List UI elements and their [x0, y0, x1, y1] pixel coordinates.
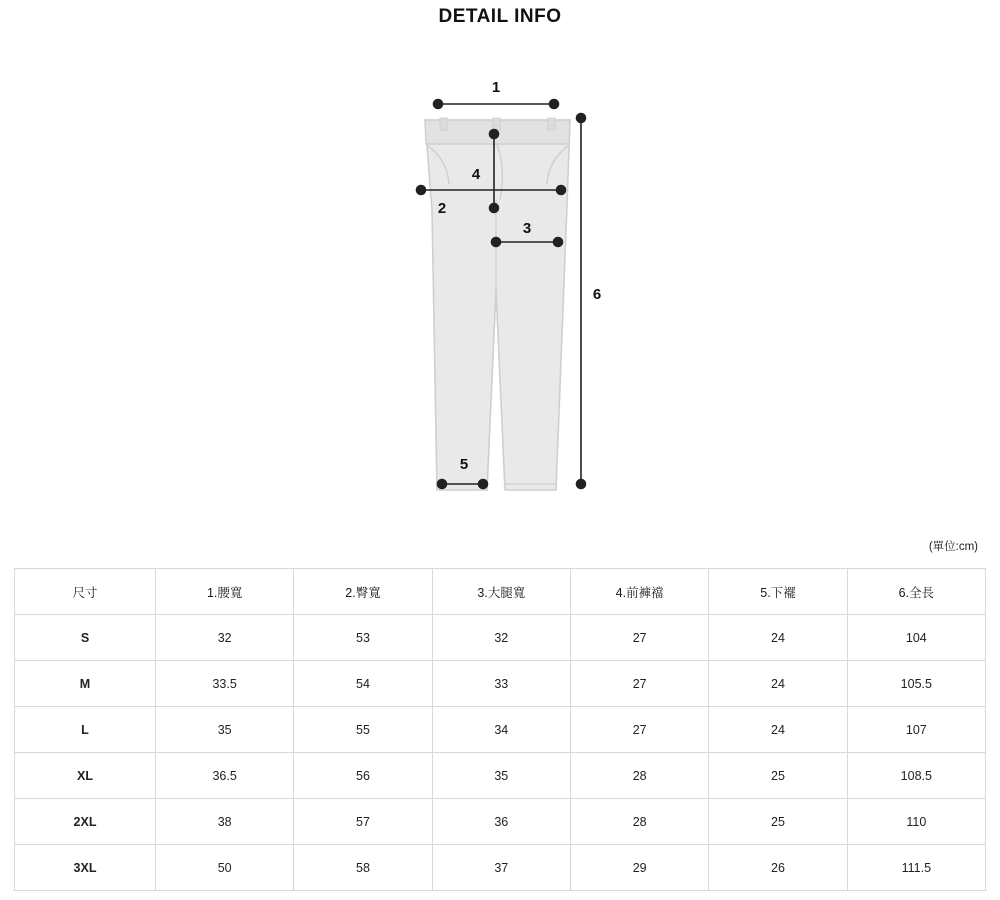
- cell-total-length: 110: [847, 799, 985, 845]
- cell-hip: 58: [294, 845, 432, 891]
- cell-front-rise: 28: [570, 753, 708, 799]
- cell-hem: 24: [709, 661, 847, 707]
- header-hem: 5.下襬: [709, 569, 847, 615]
- header-thigh: 3.大腿寬: [432, 569, 570, 615]
- table-row: [15, 707, 986, 753]
- pants-measurement-diagram: [0, 60, 1000, 520]
- marker-2: 2: [437, 200, 447, 217]
- marker-3: 3: [522, 220, 532, 237]
- cell-hip: 57: [294, 799, 432, 845]
- table-row: [15, 845, 986, 891]
- cell-waist: 38: [156, 799, 294, 845]
- cell-thigh: 37: [432, 845, 570, 891]
- cell-hem: 25: [709, 753, 847, 799]
- cell-front-rise: 29: [570, 845, 708, 891]
- cell-front-rise: 28: [570, 799, 708, 845]
- cell-thigh: 32: [432, 615, 570, 661]
- header-waist: 1.腰寬: [156, 569, 294, 615]
- cell-total-length: 105.5: [847, 661, 985, 707]
- table-row: [15, 661, 986, 707]
- row-size-label: 2XL: [15, 799, 156, 845]
- header-total-length: 6.全長: [847, 569, 985, 615]
- row-size-label: L: [15, 707, 156, 753]
- cell-waist: 33.5: [156, 661, 294, 707]
- cell-waist: 35: [156, 707, 294, 753]
- cell-thigh: 35: [432, 753, 570, 799]
- cell-thigh: 34: [432, 707, 570, 753]
- cell-waist: 50: [156, 845, 294, 891]
- pants-illustration: [425, 118, 570, 490]
- table-header-row: [15, 569, 986, 615]
- header-hip: 2.臀寬: [294, 569, 432, 615]
- table-row: [15, 753, 986, 799]
- row-size-label: S: [15, 615, 156, 661]
- header-front-rise: 4.前褲襠: [570, 569, 708, 615]
- marker-6: 6: [592, 286, 602, 303]
- size-chart-table: [14, 568, 986, 891]
- unit-note: (單位:cm): [928, 541, 978, 553]
- cell-front-rise: 27: [570, 707, 708, 753]
- row-size-label: M: [15, 661, 156, 707]
- cell-total-length: 108.5: [847, 753, 985, 799]
- cell-waist: 36.5: [156, 753, 294, 799]
- cell-waist: 32: [156, 615, 294, 661]
- page-title: DETAIL INFO: [438, 6, 562, 27]
- cell-hip: 56: [294, 753, 432, 799]
- cell-thigh: 33: [432, 661, 570, 707]
- marker-5: 5: [459, 456, 469, 473]
- cell-hem: 26: [709, 845, 847, 891]
- cell-total-length: 111.5: [847, 845, 985, 891]
- row-size-label: XL: [15, 753, 156, 799]
- header-size: 尺寸: [15, 569, 156, 615]
- marker-4: 4: [471, 166, 481, 183]
- cell-front-rise: 27: [570, 661, 708, 707]
- row-size-label: 3XL: [15, 845, 156, 891]
- table-row: [15, 615, 986, 661]
- cell-hem: 24: [709, 707, 847, 753]
- cell-hem: 25: [709, 799, 847, 845]
- cell-hip: 53: [294, 615, 432, 661]
- cell-total-length: 107: [847, 707, 985, 753]
- cell-hip: 54: [294, 661, 432, 707]
- cell-total-length: 104: [847, 615, 985, 661]
- cell-front-rise: 27: [570, 615, 708, 661]
- cell-hip: 55: [294, 707, 432, 753]
- table-row: [15, 799, 986, 845]
- cell-hem: 24: [709, 615, 847, 661]
- cell-thigh: 36: [432, 799, 570, 845]
- marker-1: 1: [491, 79, 501, 96]
